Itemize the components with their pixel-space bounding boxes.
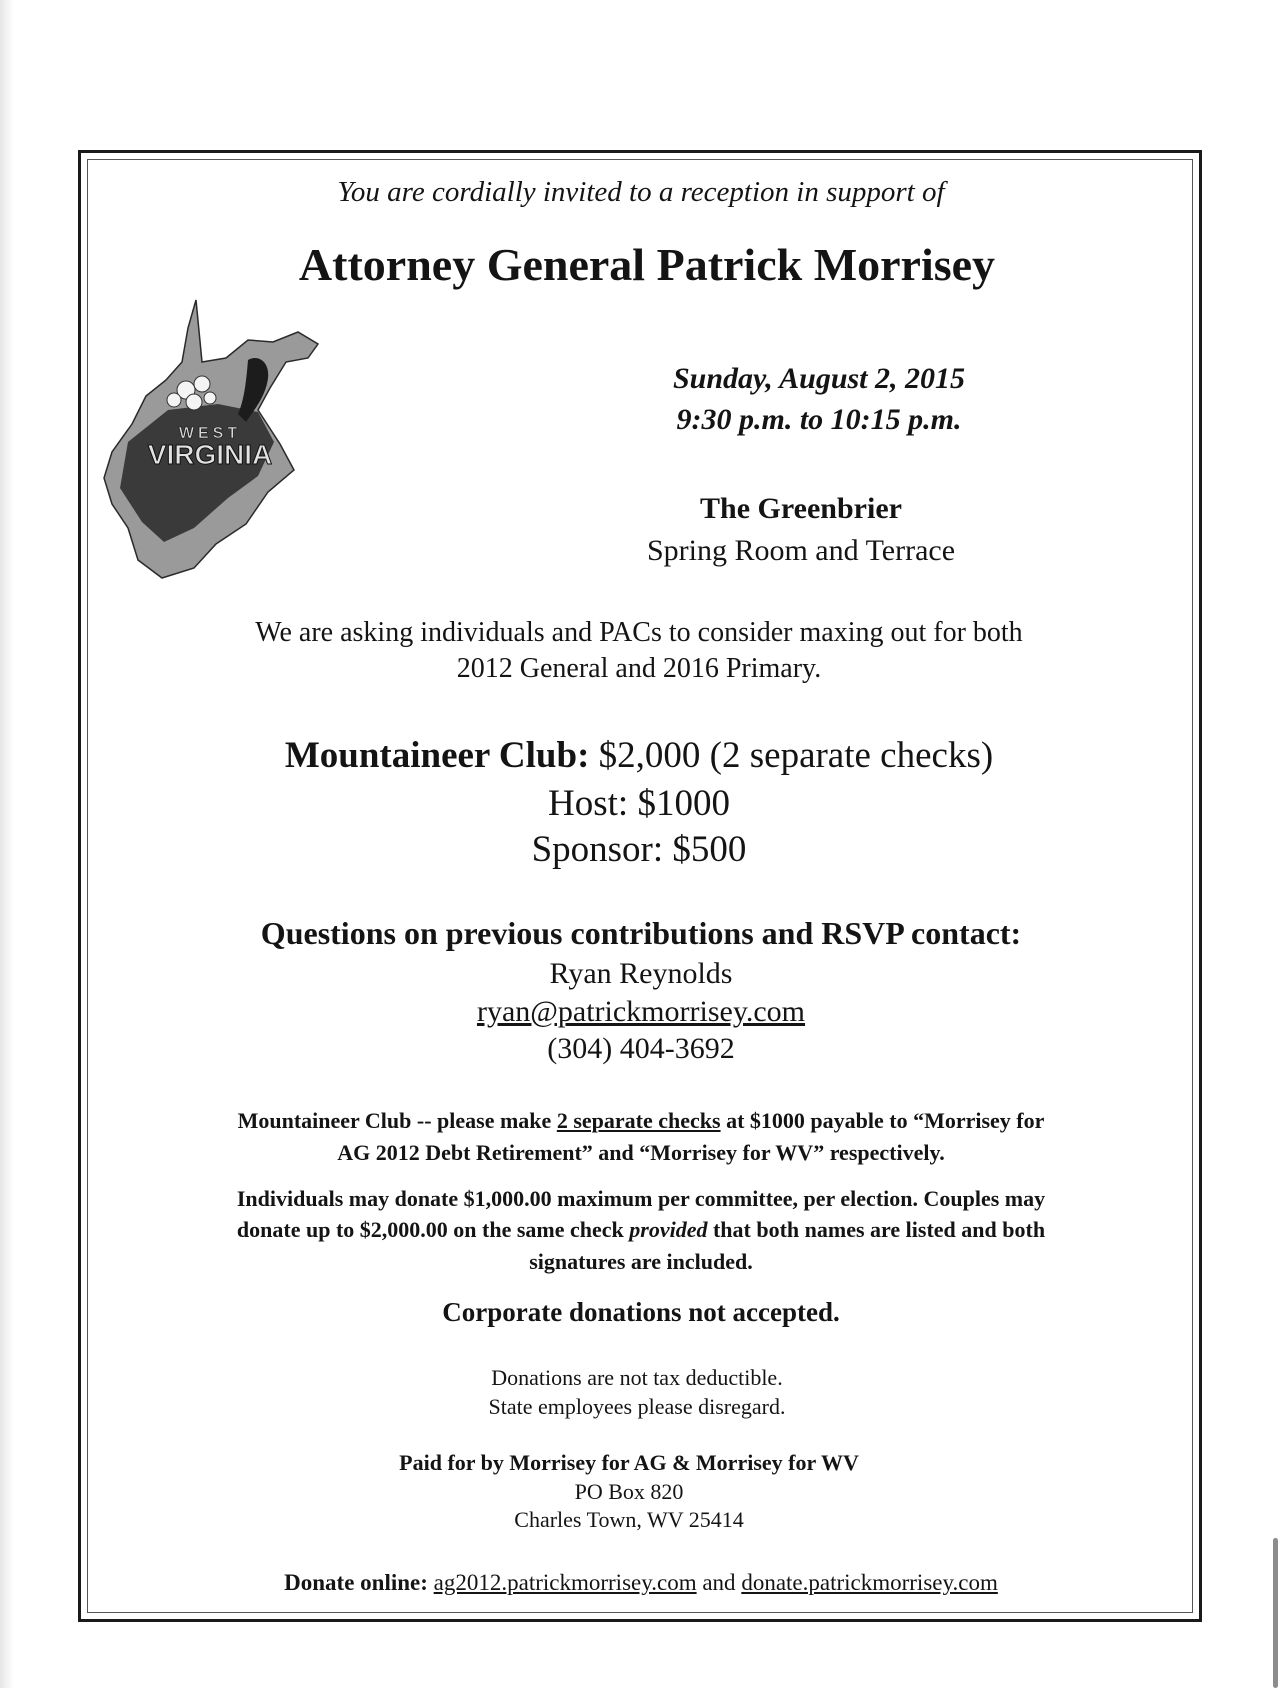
venue-name: The Greenbrier <box>700 492 902 525</box>
venue-room: Spring Room and Terrace <box>646 534 956 567</box>
sponsor-level: Sponsor: $500 <box>531 829 747 870</box>
club-instructions-line-1 <box>0 1108 1282 1134</box>
separate-checks-emphasis: 2 separate checks <box>556 1108 721 1133</box>
mountaineer-club-level <box>0 734 1280 777</box>
donate-online-line <box>0 1570 1282 1596</box>
ask-line-2: 2012 General and 2016 Primary. <box>456 653 822 684</box>
mountaineer-club-label: Mountaineer Club: <box>284 735 590 776</box>
event-time: 9:30 p.m. to 10:15 p.m. <box>676 403 962 436</box>
couples-text-end: that both names are listed and both <box>707 1217 1046 1242</box>
couples-text: donate up to $2,000.00 on the same check <box>236 1217 630 1242</box>
provided-emphasis: provided <box>629 1217 708 1242</box>
individual-limit-line-2 <box>0 1217 1282 1243</box>
donate-online-label: Donate online: <box>284 1570 428 1595</box>
po-box: PO Box 820 <box>574 1479 684 1504</box>
honoree-title: Attorney General Patrick Morrisey <box>298 239 996 290</box>
city-address: Charles Town, WV 25414 <box>514 1507 744 1532</box>
contact-name: Ryan Reynolds <box>549 957 733 990</box>
main-donate-link[interactable]: donate.patrickmorrisey.com <box>741 1570 998 1595</box>
club-instructions-line-2: AG 2012 Debt Retirement” and “Morrisey for WV” respectively. <box>337 1140 945 1165</box>
intro-line: You are cordially invited to a reception in support of <box>337 176 945 208</box>
corporate-notice: Corporate donations not accepted. <box>442 1297 840 1327</box>
logo-virginia-text: VIRGINIA <box>147 439 273 470</box>
state-employee-disclaimer: State employees please disregard. <box>488 1394 786 1419</box>
event-date: Sunday, August 2, 2015 <box>672 362 966 395</box>
contact-email-link[interactable]: ryan@patrickmorrisey.com <box>476 995 806 1028</box>
tax-disclaimer: Donations are not tax deductible. <box>491 1365 783 1390</box>
scrollbar-thumb[interactable] <box>1273 1538 1278 1688</box>
contact-phone: (304) 404-3692 <box>547 1032 735 1065</box>
individual-limit-line-3: signatures are included. <box>529 1249 753 1274</box>
logo-west-text: WEST <box>178 425 242 442</box>
club-instructions-text: Mountaineer Club -- please make <box>237 1108 557 1133</box>
ag2012-donate-link[interactable]: ag2012.patrickmorrisey.com <box>433 1570 697 1595</box>
individual-limit-line-1: Individuals may donate $1,000.00 maximum per committee, per election. Couples may <box>236 1186 1046 1211</box>
ask-line-1: We are asking individuals and PACs to consider maxing out for both <box>255 617 1023 648</box>
club-instructions-payable: at $1000 payable to “Morrisey for <box>720 1108 1045 1133</box>
contact-heading: Questions on previous contributions and RSVP contact: <box>260 915 1022 951</box>
host-level: Host: $1000 <box>548 783 730 824</box>
mountaineer-club-amount: $2,000 (2 separate checks) <box>598 735 994 776</box>
donate-and-text: and <box>696 1570 742 1595</box>
paid-for-line: Paid for by Morrisey for AG & Morrisey for WV <box>399 1450 859 1475</box>
